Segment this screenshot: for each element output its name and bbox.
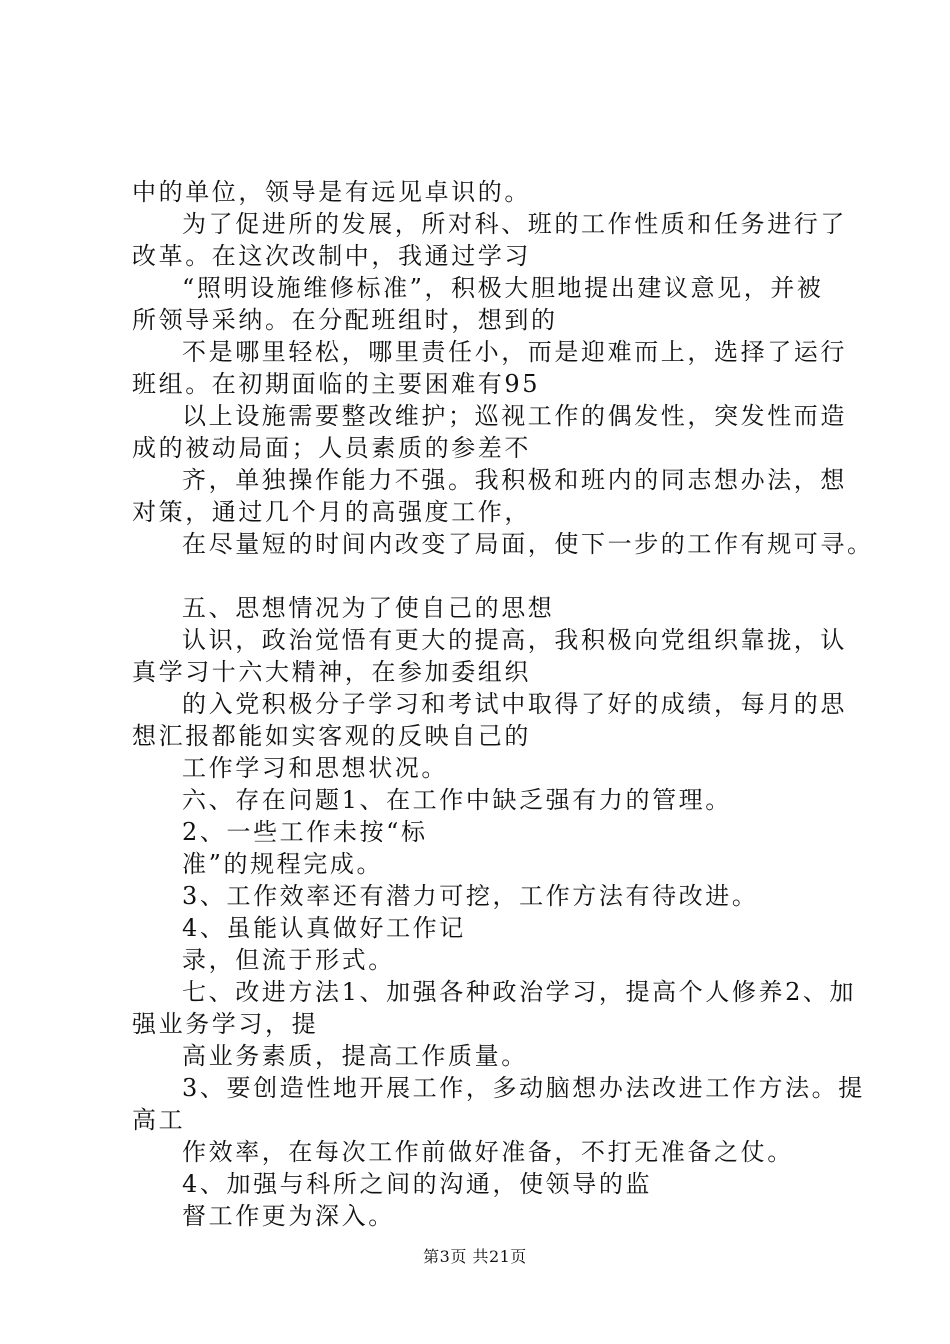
text-line: 4、加强与科所之间的沟通，使领导的监 bbox=[182, 1170, 653, 1198]
section-heading: 六、存在问题1、在工作中缺乏强有力的管理。 bbox=[182, 786, 732, 814]
text-line: 以上设施需要整改维护；巡视工作的偶发性，突发性而造 bbox=[182, 402, 847, 430]
text-line: 成的被动局面；人员素质的参差不 bbox=[132, 434, 531, 462]
text-line: 2、一些工作未按“标 bbox=[182, 818, 428, 846]
text-line: 认识，政治觉悟有更大的提高，我积极向党组织靠拢，认 bbox=[182, 626, 847, 654]
section-heading: 七、改进方法1、加强各种政治学习，提高个人修养2、加 bbox=[182, 978, 857, 1006]
text-line: 真学习十六大精神，在参加委组织 bbox=[132, 658, 531, 686]
text-line: 改革。在这次改制中，我通过学习 bbox=[132, 242, 531, 270]
text-line: 所领导采纳。在分配班组时，想到的 bbox=[132, 306, 558, 334]
text-line: 不是哪里轻松，哪里责任小，而是迎难而上，选择了运行 bbox=[182, 338, 847, 366]
text-line: 为了促进所的发展，所对科、班的工作性质和任务进行了 bbox=[182, 210, 847, 238]
text-line: 3、工作效率还有潜力可挖，工作方法有待改进。 bbox=[182, 882, 759, 910]
text-line: 班组。在初期面临的主要困难有95 bbox=[132, 370, 541, 398]
paragraph-gap bbox=[132, 560, 852, 592]
text-line: 3、要创造性地开展工作，多动脑想办法改进工作方法。提 bbox=[182, 1074, 865, 1102]
section-heading: 五、思想情况为了使自己的思想 bbox=[182, 594, 555, 622]
text-line: 4、虽能认真做好工作记 bbox=[182, 914, 466, 942]
text-line: 督工作更为深入。 bbox=[182, 1202, 395, 1230]
text-line: 在尽量短的时间内改变了局面，使下一步的工作有规可寻。 bbox=[182, 530, 874, 558]
text-line: 中的单位，领导是有远见卓识的。 bbox=[132, 178, 531, 206]
text-line: 作效率，在每次工作前做好准备，不打无准备之仗。 bbox=[182, 1138, 794, 1166]
text-line: 的入党积极分子学习和考试中取得了好的成绩，每月的思 bbox=[182, 690, 847, 718]
text-line: 工作学习和思想状况。 bbox=[182, 754, 448, 782]
text-line: “照明设施维修标准”，积极大胆地提出建议意见，并被 bbox=[182, 274, 824, 302]
text-line: 高业务素质，提高工作质量。 bbox=[182, 1042, 528, 1070]
text-line: 准”的规程完成。 bbox=[182, 850, 384, 878]
text-line: 齐，单独操作能力不强。我积极和班内的同志想办法，想 bbox=[182, 466, 847, 494]
text-line: 对策，通过几个月的高强度工作， bbox=[132, 498, 531, 526]
text-line: 录，但流于形式。 bbox=[182, 946, 395, 974]
text-line: 强业务学习，提 bbox=[132, 1010, 319, 1038]
text-line: 高工 bbox=[132, 1106, 186, 1134]
text-line: 想汇报都能如实客观的反映自己的 bbox=[132, 722, 531, 750]
document-body bbox=[132, 176, 874, 1232]
page-number-footer: 第3页 共21页 bbox=[423, 1247, 527, 1266]
